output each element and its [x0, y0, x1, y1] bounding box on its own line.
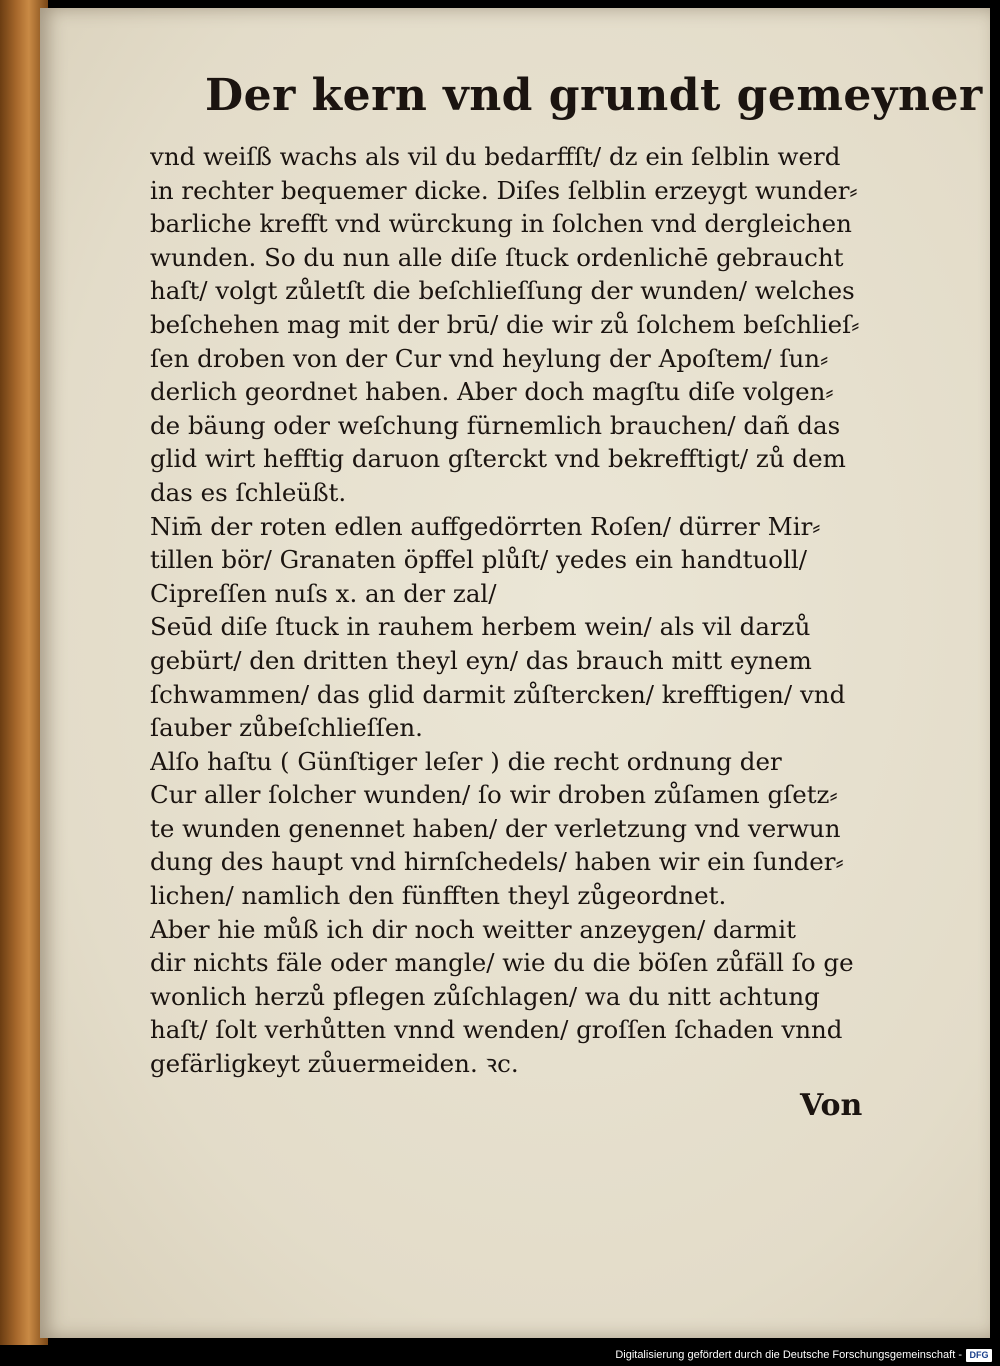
text-line: wonlich herzů pflegen zůſchlagen/ wa du nitt achtung [150, 981, 820, 1011]
text-line: Seūd diſe ſtuck in rauhem herbem wein/ als vil darzů [150, 612, 811, 642]
text-line: tillen bör/ Granaten öpffel plůſt/ yedes ein handtuoll/ [150, 545, 807, 575]
text-line: glid wirt hefftig daruon gſterckt vnd bekrefftigt/ zů dem [150, 444, 846, 474]
text-line: de bäung oder weſchung fürnemlich brauchen/ dañ das [150, 410, 841, 440]
text-line: das es ſchleüßt. [150, 477, 347, 507]
text-line: beſchehen mag mit der brū/ die wir zů ſolchem beſchlieſ⸗ [150, 309, 860, 339]
text-line: te wunden genennet haben/ der verletzung vnd verwun [150, 813, 841, 843]
text-line: lichen/ namlich den fünfften theyl zůgeordnet. [150, 881, 727, 911]
text-line: wunden. So du nun alle diſe ſtuck ordenlichē gebraucht [150, 242, 844, 272]
text-line: Cipreſſen nuſs x. an der zal/ [150, 578, 497, 608]
text-line: ſchwammen/ das glid darmit zůſtercken/ krefftigen/ vnd [150, 679, 846, 709]
footer-bar [0, 1345, 1000, 1366]
text-line: Cur aller ſolcher wunden/ ſo wir droben zůſamen gſetz⸗ [150, 780, 838, 810]
text-line: Aber hie můß ich dir noch weitter anzeygen/ darmit [150, 914, 796, 944]
body-text [150, 140, 870, 1081]
text-line: ſauber zůbeſchlieſſen. [150, 713, 423, 743]
text-line: barliche krefft vnd würckung in ſolchen vnd dergleichen [150, 209, 852, 239]
text-line: haſt/ ſolt verhůtten vnnd wenden/ groſſen ſchaden vnnd [150, 1015, 843, 1045]
text-line: haſt/ volgt zůletſt die beſchlieſſung der wunden/ welches [150, 276, 855, 306]
text-line: Nim̄ der roten edlen auffgedörrten Roſen/ dürrer Mir⸗ [150, 511, 821, 541]
funding-notice: Digitalisierung gefördert durch die Deutsche Forschungsgemeinschaft - [615, 1349, 962, 1361]
text-line: gefärligkeyt zůuermeiden. ꝛc. [150, 1049, 519, 1079]
text-line: ſen droben von der Cur vnd heylung der Apoſtem/ ſun⸗ [150, 343, 829, 373]
page-heading: Der kern vnd grundt gemeyner [205, 70, 983, 121]
text-line: dir nichts fäle oder mangle/ wie du die böſen zůfäll ſo ge [150, 948, 854, 978]
text-line: gebürt/ den dritten theyl eyn/ das brauch mitt eynem [150, 645, 812, 675]
dfg-logo-icon: DFG [966, 1349, 992, 1362]
text-line: dung des haupt vnd hirnſchedels/ haben wir ein ſunder⸗ [150, 847, 844, 877]
text-line: derlich geordnet haben. Aber doch magſtu diſe volgen⸗ [150, 377, 834, 407]
text-line: vnd weiſß wachs als vil du bedarffſt/ dz ein ſelblin werd [150, 142, 841, 171]
text-line: in rechter bequemer dicke. Diſes ſelblin erzeygt wunder⸗ [150, 175, 858, 205]
catchword: Von [800, 1088, 863, 1123]
text-line: Alſo haſtu ( Günſtiger leſer ) die recht ordnung der [150, 746, 782, 776]
